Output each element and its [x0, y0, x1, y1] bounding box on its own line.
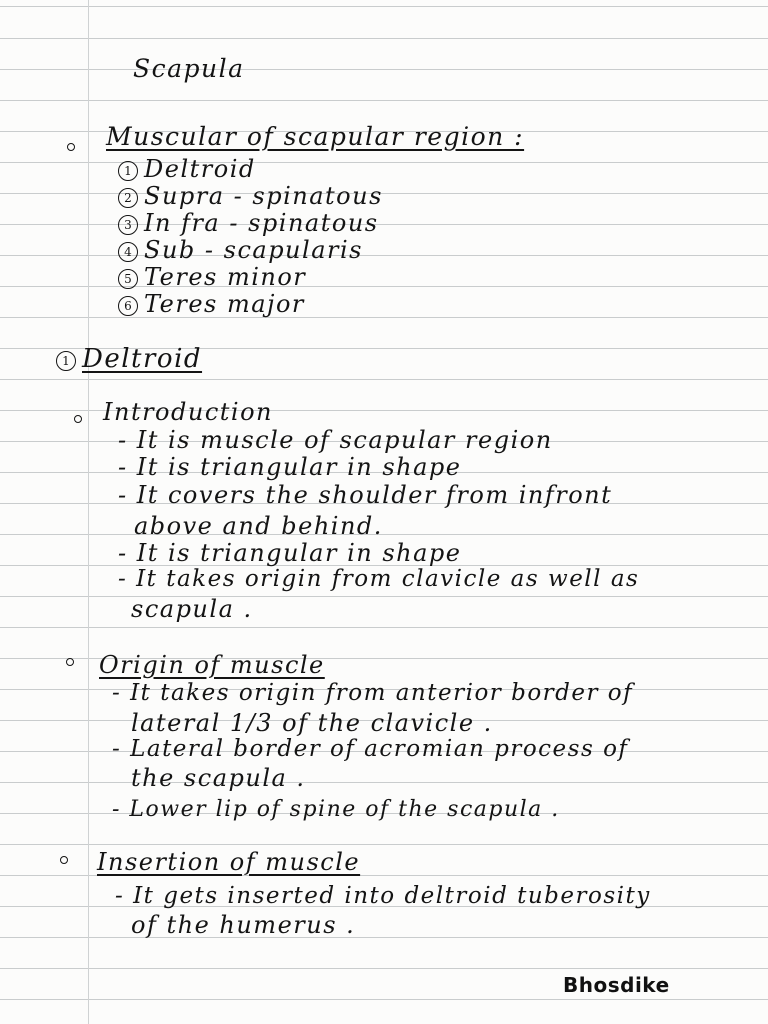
- item-number: 4: [118, 242, 138, 262]
- deltroid-heading-line: [56, 344, 202, 374]
- intro-line-6: - It takes origin from clavicle as well as: [118, 566, 640, 592]
- signature: Bhosdike: [563, 973, 670, 997]
- bullet-introduction: [74, 415, 82, 423]
- origin-heading: Origin of muscle: [99, 651, 325, 679]
- origin-line-2: lateral 1/3 of the clavicle .: [131, 709, 493, 737]
- muscle-label: Supra - spinatous: [144, 182, 383, 210]
- insertion-line-2: of the humerus .: [131, 911, 356, 939]
- muscle-item-5: [118, 263, 306, 291]
- deltroid-heading: Deltroid: [82, 344, 203, 374]
- muscles-heading: Muscular of scapular region :: [106, 122, 525, 151]
- muscle-item-6: [118, 290, 305, 318]
- item-number: 3: [118, 215, 138, 235]
- intro-line-1: - It is muscle of scapular region: [118, 426, 553, 454]
- bullet-insertion: [60, 856, 68, 864]
- intro-line-3: - It covers the shoulder from infront: [118, 481, 613, 509]
- item-number: 5: [118, 269, 138, 289]
- intro-line-5: - It is triangular in shape: [118, 539, 462, 567]
- muscle-label: Teres minor: [144, 263, 307, 291]
- muscle-item-1: [118, 155, 256, 183]
- origin-line-5: - Lower lip of spine of the scapula .: [112, 797, 560, 822]
- muscle-item-2: [118, 182, 383, 210]
- origin-line-4: the scapula .: [131, 764, 306, 792]
- intro-line-7: scapula .: [131, 595, 253, 623]
- page-title: Scapula: [133, 54, 245, 83]
- muscle-label: Teres major: [144, 290, 305, 318]
- introduction-heading: Introduction: [103, 398, 273, 426]
- intro-line-2: - It is triangular in shape: [118, 453, 462, 481]
- muscle-label: Sub - scapularis: [144, 236, 363, 264]
- intro-line-4: above and behind.: [134, 512, 383, 540]
- origin-line-1: - It takes origin from anterior border of: [112, 680, 634, 706]
- origin-line-3: - Lateral border of acromian process of: [112, 736, 629, 762]
- item-number: 6: [118, 296, 138, 316]
- muscle-label: In fra - spinatous: [144, 209, 379, 237]
- muscle-item-4: [118, 236, 363, 264]
- margin-line: [88, 0, 89, 1024]
- muscle-label: Deltroid: [144, 155, 256, 183]
- item-number: 1: [118, 161, 138, 181]
- muscle-item-3: [118, 209, 379, 237]
- insertion-line-1: - It gets inserted into deltroid tuberosity: [115, 883, 651, 909]
- insertion-heading: Insertion of muscle: [97, 848, 361, 876]
- bullet-origin: [66, 658, 74, 666]
- item-number: 2: [118, 188, 138, 208]
- bullet-muscles: [67, 143, 75, 151]
- section-number: 1: [56, 351, 76, 371]
